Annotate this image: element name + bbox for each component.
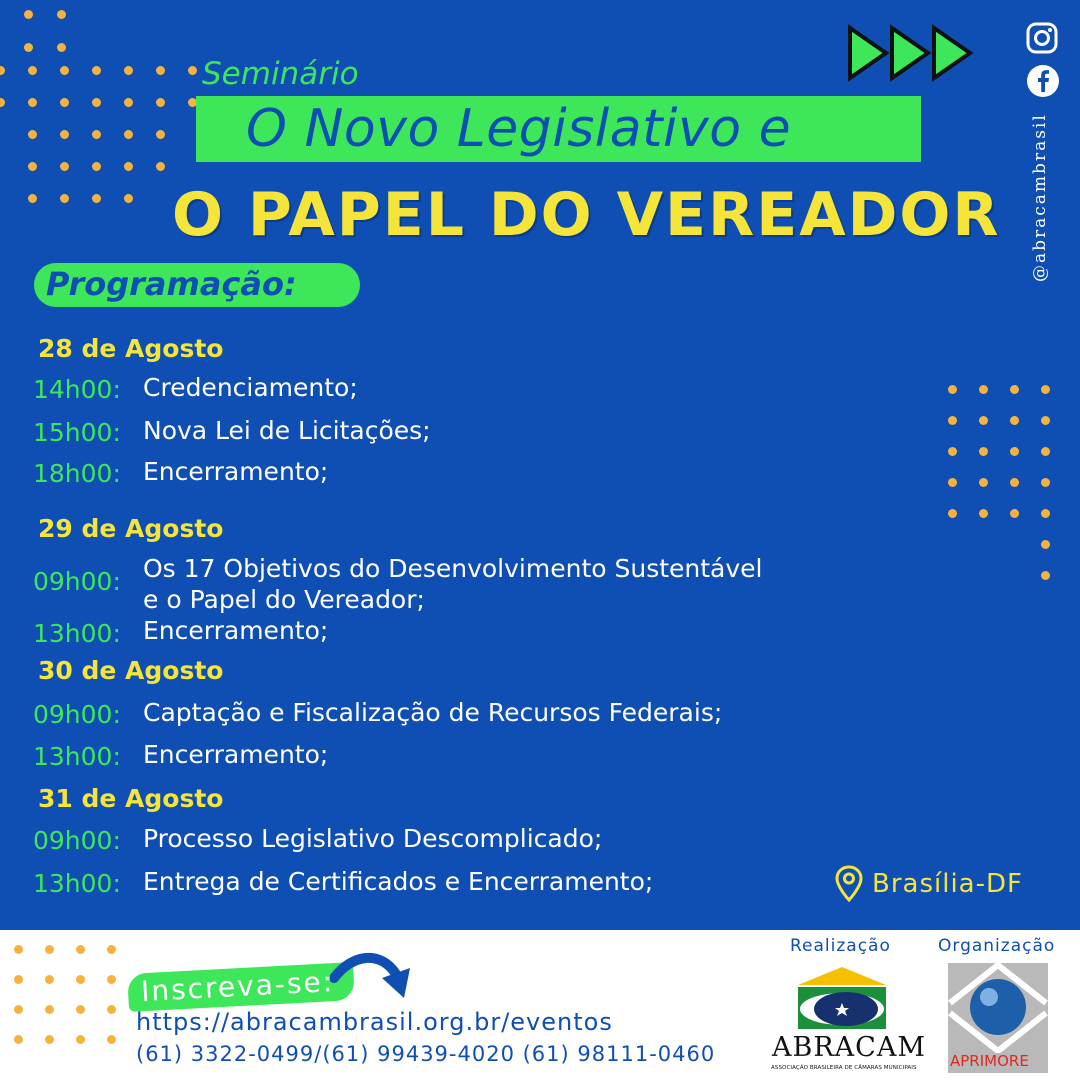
schedule-item: Credenciamento; (143, 373, 358, 402)
facebook-icon[interactable] (1026, 64, 1060, 98)
location-text: Brasília-DF (872, 869, 1023, 899)
schedule-time: 14h00: (33, 375, 121, 404)
schedule-item: Encerramento; (143, 616, 329, 645)
instagram-icon[interactable] (1026, 22, 1058, 54)
abracam-name: ABRACAM (772, 1032, 926, 1063)
programacao-label: Programação: (46, 265, 297, 303)
schedule-date: 28 de Agosto (38, 334, 224, 363)
aprimore-name: APRIMORE (950, 1052, 1029, 1070)
abracam-subtitle: ASSOCIAÇÃO BRASILEIRA DE CÂMARAS MUNICIPAIS (771, 1065, 917, 1071)
social-handle: @abracambrasil (1030, 113, 1050, 282)
curved-arrow-icon (330, 944, 414, 1004)
schedule-time: 09h00: (33, 567, 121, 596)
schedule-date: 29 de Agosto (38, 514, 224, 543)
schedule-item: Encerramento; (143, 457, 329, 486)
inscreva-label: Inscreva-se: (140, 964, 335, 1009)
schedule-item: Processo Legislativo Descomplicado; (143, 824, 603, 853)
schedule-time: 15h00: (33, 418, 121, 447)
contact-phones: (61) 3322-0499/(61) 99439-4020 (61) 98111-0460 (136, 1042, 716, 1066)
schedule-item-continued: e o Papel do Vereador; (143, 585, 425, 614)
schedule-time: 13h00: (33, 742, 121, 771)
schedule-time: 09h00: (33, 826, 121, 855)
schedule-item: Encerramento; (143, 740, 329, 769)
aprimore-emblem (948, 963, 1048, 1053)
title-line-1: O Novo Legislativo e (246, 99, 792, 159)
play-arrows-icon (846, 22, 982, 84)
schedule-date: 30 de Agosto (38, 656, 224, 685)
schedule-time: 18h00: (33, 459, 121, 488)
schedule-item: Os 17 Objetivos do Desenvolvimento Sustentável (143, 554, 763, 583)
schedule-time: 13h00: (33, 869, 121, 898)
schedule-item: Nova Lei de Licitações; (143, 416, 431, 445)
schedule-time: 13h00: (33, 619, 121, 648)
organizacao-label: Organização (938, 936, 1056, 956)
dots-bottom-left (14, 945, 116, 1044)
schedule-time: 09h00: (33, 700, 121, 729)
realizacao-label: Realização (790, 936, 891, 956)
dots-top-left (24, 10, 66, 52)
location (834, 865, 1023, 903)
dots-right-grid (948, 385, 1050, 580)
schedule-date: 31 de Agosto (38, 784, 224, 813)
map-pin-icon (834, 865, 864, 903)
title-line-2: O PAPEL DO VEREADOR (172, 180, 1001, 250)
registration-link[interactable]: https://abracambrasil.org.br/eventos (136, 1008, 613, 1036)
dots-top-left-grid (0, 66, 197, 203)
schedule-item: Entrega de Certificados e Encerramento; (143, 867, 654, 896)
schedule-item: Captação e Fiscalização de Recursos Federais; (143, 698, 723, 727)
seminar-label: Seminário (202, 56, 359, 92)
abracam-logo (796, 965, 888, 1031)
